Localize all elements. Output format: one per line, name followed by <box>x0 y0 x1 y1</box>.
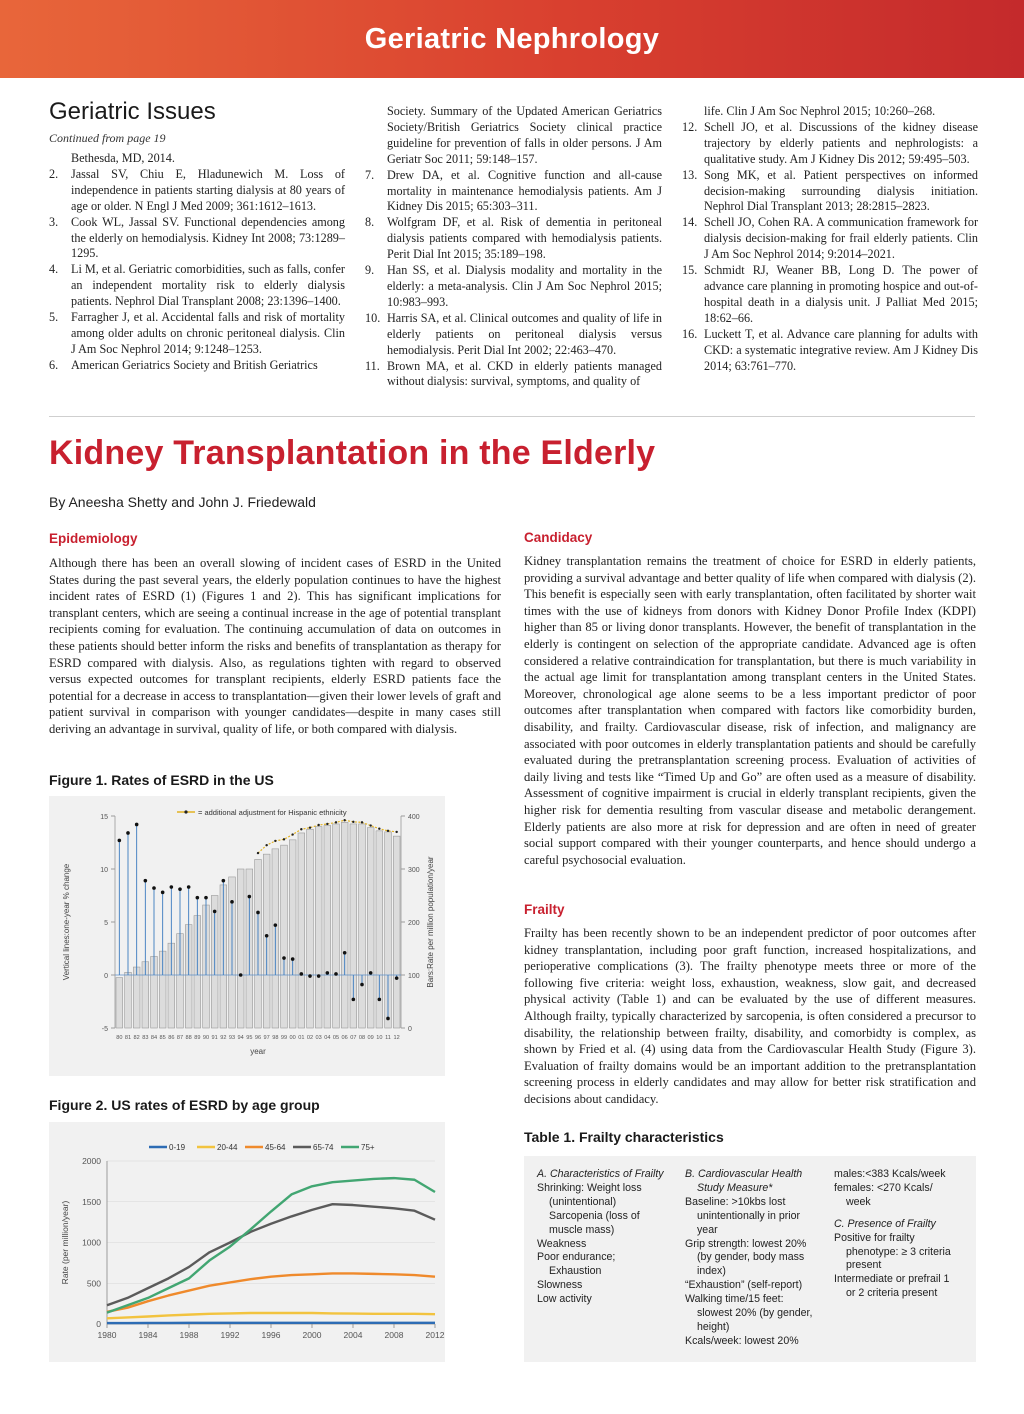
reference-item <box>682 168 978 216</box>
x-tick-label: 84 <box>150 1035 158 1041</box>
figure-2-panel <box>49 1122 445 1362</box>
hispanic-adjustment-point <box>317 824 319 826</box>
x-tick-label: 98 <box>272 1035 279 1041</box>
table-cell-text: index) <box>697 1265 726 1278</box>
percent-change-dot <box>317 974 321 978</box>
table-cell-text: Sarcopenia (loss of <box>549 1209 640 1222</box>
series-line-45-64 <box>107 1273 435 1311</box>
x-tick-label: 1992 <box>220 1330 240 1340</box>
esrd-rate-bar <box>116 978 123 1028</box>
table-cell-text: Walking time/15 feet: <box>685 1293 784 1306</box>
x-tick-label: 93 <box>228 1035 236 1041</box>
esrd-rate-bar <box>315 827 322 1028</box>
x-tick-label: 12 <box>393 1035 400 1041</box>
percent-change-dot <box>291 957 295 961</box>
percent-change-dot <box>170 885 174 889</box>
reference-text: Drew DA, et al. Cognitive function and all-cause mortality in maintenance hemodialysis patients. Am J Kidney Dis 2015; 65:303–311. <box>387 167 662 214</box>
series-line-65-74 <box>107 1204 435 1305</box>
hispanic-adjustment-point <box>335 821 337 823</box>
percent-change-dot <box>378 998 382 1002</box>
percent-change-dot <box>352 998 356 1002</box>
table-cell-text: Intermediate or prefrail 1 <box>834 1273 950 1286</box>
reference-column-1 <box>49 151 345 374</box>
percent-change-dot <box>187 885 191 889</box>
reference-number: 5. <box>49 310 59 325</box>
reference-item <box>49 167 345 215</box>
table-cell-text: week <box>846 1195 871 1208</box>
frailty-table <box>524 1156 976 1362</box>
table-column-c <box>834 1168 974 1301</box>
hispanic-adjustment-point <box>274 840 276 842</box>
table-cell-text: year <box>697 1223 718 1236</box>
table-cell-text: Baseline: >10kbs lost <box>685 1195 786 1208</box>
x-tick-label: 03 <box>315 1035 322 1041</box>
reference-text: Song MK, et al. Patient perspectives on informed decision-making surrounding dialysis initiation. Nephrol Dial Transplant 2013; 28:2815–2823. <box>704 167 978 214</box>
reference-number: 8. <box>365 215 375 230</box>
left-tick-label: 10 <box>100 867 108 874</box>
table-column-b <box>685 1168 827 1349</box>
reference-number: 12. <box>682 119 698 134</box>
percent-change-dot <box>126 831 130 835</box>
reference-item <box>49 310 345 358</box>
reference-number: 9. <box>365 263 375 278</box>
hispanic-adjustment-point <box>265 844 267 846</box>
percent-change-dot <box>144 879 148 883</box>
table-cell-text: Kcals/week: lowest 20% <box>685 1334 799 1347</box>
figure-1-chart <box>49 796 445 1076</box>
series-line-20-44 <box>107 1313 435 1318</box>
y-tick-label: 500 <box>86 1278 101 1289</box>
esrd-rate-bar <box>341 822 348 1028</box>
percent-change-dot <box>239 973 243 977</box>
esrd-rate-bar <box>324 826 331 1028</box>
reference-item <box>49 215 345 263</box>
percent-change-dot <box>204 896 208 900</box>
percent-change-dot <box>300 972 304 976</box>
reference-number: 7. <box>365 167 375 182</box>
percent-change-dot <box>248 895 252 899</box>
x-tick-label: 07 <box>350 1035 357 1041</box>
x-tick-label: 85 <box>159 1035 166 1041</box>
percent-change-dot <box>360 983 364 987</box>
esrd-rate-bar <box>307 829 314 1028</box>
table-column-a-header: A. Characteristics of Frailty <box>537 1168 664 1180</box>
right-tick-label: 100 <box>408 973 420 980</box>
reference-text: Wolfgram DF, et al. Risk of dementia in peritoneal dialysis patients compared with hemodialysis patients. Perit Dial Int 2015; 35:189–198. <box>387 215 662 262</box>
table-cell-text: Weakness <box>537 1237 587 1250</box>
x-tick-label: 83 <box>142 1035 149 1041</box>
table-cell-text: present <box>846 1259 882 1272</box>
table-cell-text: females: <270 Kcals/ <box>834 1181 933 1194</box>
reference-column-3 <box>682 104 978 374</box>
table-cell-text: “Exhaustion” (self-report) <box>685 1279 803 1292</box>
hispanic-adjustment-point <box>257 852 259 854</box>
table-cell-text: Exhaustion <box>549 1265 602 1278</box>
x-tick-label: 82 <box>133 1035 140 1041</box>
hispanic-adjustment-point <box>326 823 328 825</box>
table-1-title: Table 1. Frailty characteristics <box>524 1129 724 1145</box>
legend-dot <box>184 810 187 813</box>
x-tick-label: 97 <box>263 1035 270 1041</box>
x-tick-label: 89 <box>194 1035 201 1041</box>
percent-change-dot <box>213 910 217 914</box>
reference-text: Cook WL, Jassal SV. Functional dependencies among the elderly on hemodialysis. Kidney Int 2008; 73:1289–1295. <box>71 214 345 261</box>
reference-number: 2. <box>49 166 59 181</box>
x-tick-label: 04 <box>324 1035 331 1041</box>
continued-note: Continued from page 19 <box>49 131 166 145</box>
table-cell-text: Poor endurance; <box>537 1251 616 1264</box>
x-tick-label: 01 <box>298 1035 305 1041</box>
table-cell-text: height) <box>697 1320 730 1333</box>
hispanic-adjustment-point <box>343 819 345 821</box>
hispanic-adjustment-point <box>352 821 354 823</box>
x-tick-label: 96 <box>254 1035 262 1041</box>
hispanic-adjustment-point <box>309 826 311 828</box>
section-divider <box>49 416 975 417</box>
percent-change-dot <box>178 887 182 891</box>
x-tick-label: 1996 <box>261 1330 281 1340</box>
frailty-heading: Frailty <box>524 902 565 917</box>
reference-continuation: Bethesda, MD, 2014. <box>71 151 175 165</box>
legend-label: 45-64 <box>265 1143 286 1152</box>
reference-text: American Geriatrics Society and British Geriatrics <box>71 357 318 372</box>
reference-number: 10. <box>365 310 381 325</box>
x-tick-label: 11 <box>385 1035 391 1041</box>
table-cell-text: Positive for frailty <box>834 1231 915 1244</box>
reference-item <box>365 263 662 311</box>
table-column-b-header-cont: Study Measure* <box>697 1181 773 1194</box>
hispanic-adjustment-point <box>369 824 371 826</box>
hispanic-adjustment-point <box>361 821 363 823</box>
table-cell-text: Low activity <box>537 1293 592 1306</box>
x-tick-label: 05 <box>332 1035 340 1041</box>
table-column-a <box>537 1168 679 1307</box>
percent-change-dot <box>308 974 312 978</box>
table-gap <box>834 1210 974 1218</box>
percent-change-dot <box>152 886 156 890</box>
hispanic-adjustment-point <box>387 830 389 832</box>
epidemiology-paragraph: Although there has been an overall slowing of incident cases of ESRD in the United States during the past several years, the elderly population continues to have the highest incident rates of ESRD (1) (Figures 1 and 2). This has significant implications for transplant centers, which are seeing a continual increase in the age of potential transplant recipients coming for evaluation. The continuing accumulation of data on outcomes in these patients should better inform the risks and benefits of transplantation as therapy for ESRD compared with dialysis. Also, as regulations tighten with regard to observed versus expected outcomes for transplant recipients, elderly ESRD patients face the potential for a decrease in access to transplantation—given their lower levels of graft and patient survival in comparison with younger candidates—despite in many cases still deriving an advantage in survival, quality of life, or both compared with dialysis. <box>49 556 501 736</box>
x-tick-label: 90 <box>202 1035 210 1041</box>
y-tick-label: 2000 <box>82 1156 101 1166</box>
reference-item <box>682 327 978 375</box>
esrd-rate-bar <box>281 845 288 1028</box>
percent-change-dot <box>135 823 139 827</box>
percent-change-dot <box>395 976 399 980</box>
percent-change-dot <box>265 934 269 938</box>
reference-item <box>365 168 662 216</box>
x-tick-label: 10 <box>376 1035 383 1041</box>
x-tick-label: 00 <box>289 1035 296 1041</box>
legend-label: 75+ <box>361 1143 375 1152</box>
percent-change-dot <box>334 972 338 976</box>
table-cell-text: phenotype: ≥ 3 criteria <box>846 1245 951 1258</box>
left-tick-label: 15 <box>100 814 108 821</box>
figure-1-panel <box>49 796 445 1076</box>
reference-text: Schmidt RJ, Weaner BB, Long D. The power of advance care planning in promoting hospice and out-of-hospital death in a dialysis unit. J Palliat Med 2015; 18:62–66. <box>704 263 978 325</box>
hispanic-adjustment-point <box>300 828 302 830</box>
reference-item <box>682 263 978 327</box>
legend-label: 65-74 <box>313 1143 334 1152</box>
right-tick-label: 200 <box>408 920 420 927</box>
reference-number: 15. <box>682 263 698 278</box>
table-cell-text: (by gender, body mass <box>697 1251 805 1264</box>
reference-item <box>682 120 978 168</box>
percent-change-dot <box>222 879 226 883</box>
left-axis-title: Vertical lines:one-year % change <box>62 863 71 981</box>
x-tick-label: 95 <box>246 1035 253 1041</box>
reference-text: Schell JO, Cohen RA. A communication framework for dialysis decision-making for frail elderly patients. Clin J Am Soc Nephrol 2014; 9:2014–2021. <box>704 215 978 262</box>
percent-change-dot <box>326 971 330 975</box>
reference-number: 14. <box>682 215 698 230</box>
reference-text: Jassal SV, Chiu E, Hladunewich M. Loss of independence in patients starting dialysis at 80 years of age or older. N Engl J Med 2009; 361:1612–1613. <box>71 166 345 213</box>
left-tick-label: 0 <box>104 973 108 980</box>
hispanic-adjustment-point <box>283 838 285 840</box>
right-tick-label: 300 <box>408 867 420 874</box>
esrd-rate-bar <box>359 824 366 1028</box>
hispanic-adjustment-point <box>378 828 380 830</box>
x-tick-label: 08 <box>358 1035 366 1041</box>
table-column-c-header: C. Presence of Frailty <box>834 1217 936 1230</box>
table-cell-text: Grip strength: lowest 20% <box>685 1237 807 1250</box>
legend-label: 0-19 <box>169 1143 186 1152</box>
esrd-rate-bar <box>298 833 305 1028</box>
banner-title: Geriatric Nephrology <box>364 22 660 55</box>
geriatric-issues-heading: Geriatric Issues <box>49 98 216 125</box>
table-cell-text: slowest 20% (by gender, <box>697 1307 813 1320</box>
x-tick-label: 88 <box>185 1035 192 1041</box>
reference-number: 16. <box>682 326 698 341</box>
esrd-rate-bar <box>289 840 296 1028</box>
x-tick-label: 06 <box>341 1035 348 1041</box>
right-tick-label: 0 <box>408 1026 412 1033</box>
reference-item <box>365 311 662 359</box>
hispanic-adjustment-point <box>395 831 397 833</box>
reference-column-2 <box>365 104 662 390</box>
x-tick-label: 09 <box>367 1035 374 1041</box>
epidemiology-heading: Epidemiology <box>49 531 138 546</box>
reference-text: Harris SA, et al. Clinical outcomes and quality of life in elderly patients on peritoneal dialysis versus hemodialysis. Perit Dial Int 2002; 22:463–470. <box>387 310 662 357</box>
reference-text: Schell JO, et al. Discussions of the kidney disease trajectory by elderly patients and nephrologists: a qualitative study. Am J Kidney Dis 2012; 59:495–503. <box>704 119 978 166</box>
reference-item <box>365 215 662 263</box>
esrd-rate-bar <box>125 972 132 1028</box>
x-tick-label: 02 <box>306 1035 314 1041</box>
percent-change-dot <box>196 896 200 900</box>
percent-change-dot <box>118 839 122 843</box>
frailty-paragraph: Frailty has been recently shown to be an independent predictor of poor outcomes after kidney transplantation, including poor graft function, increased hospitalizations, and perioperative complications (3). The frailty phenotype meets three or more of the following five criteria: weight loss, exhaustion, weakness, slow gait, and decreased physical activity (Table 1) and can be evaluated by the use of different measures. Although frailty, typically characterized by sarcopenia, is often considered a precursor to disability, the relationship between frailty, disability, and comorbidty is complex, as shown by Fried et al. (4) using data from the Cardiovascular Health Study (Figure 3). Evaluation of frailty domains would be an important addition to the pretransplantation screening process in elderly candidates and may allow for better risk stratification and decisions about candidacy. <box>524 926 976 1106</box>
right-axis-title: Bars:Rate per million population/year <box>426 856 435 988</box>
reference-item <box>49 358 345 374</box>
x-tick-label: 92 <box>220 1035 227 1041</box>
left-tick-label: -5 <box>101 1026 108 1033</box>
esrd-rate-bar <box>367 828 374 1028</box>
x-tick-label: 99 <box>280 1035 288 1041</box>
percent-change-dot <box>282 956 286 960</box>
reference-continuation: life. Clin J Am Soc Nephrol 2015; 10:260–268. <box>704 104 936 118</box>
table-cell-text: Shrinking: Weight loss <box>537 1181 642 1194</box>
reference-number: 6. <box>49 357 59 372</box>
table-cell-text: (unintentional) <box>549 1195 617 1208</box>
x-tick-label: 2004 <box>343 1330 363 1340</box>
x-axis-title: year <box>250 1047 266 1056</box>
table-cell-text: males:<383 Kcals/week <box>834 1168 946 1180</box>
legend-label: 20-44 <box>217 1143 238 1152</box>
legend-label: = additional adjustment for Hispanic ethnicity <box>198 808 347 817</box>
right-tick-label: 400 <box>408 814 420 821</box>
reference-item <box>365 359 662 391</box>
y-tick-label: 1000 <box>82 1237 101 1248</box>
journal-banner <box>0 0 1024 78</box>
figure-2-chart <box>49 1122 445 1362</box>
reference-item <box>682 215 978 263</box>
x-tick-label: 1980 <box>97 1330 117 1340</box>
y-axis-title: Rate (per million/year) <box>60 1200 70 1285</box>
reference-item <box>49 262 345 310</box>
y-tick-label: 1500 <box>82 1196 101 1207</box>
esrd-rate-bar <box>133 967 140 1028</box>
x-tick-label: 2000 <box>302 1330 322 1340</box>
x-tick-label: 2012 <box>425 1330 445 1340</box>
x-tick-label: 81 <box>124 1035 132 1041</box>
reference-text: Farragher J, et al. Accidental falls and risk of mortality among older adults on chronic peritoneal dialysis. Clin J Am Soc Nephrol 2014; 9:1248–1253. <box>71 310 345 356</box>
x-tick-label: 80 <box>116 1035 123 1041</box>
y-tick-label: 0 <box>96 1319 101 1329</box>
reference-text: Li M, et al. Geriatric comorbidities, such as falls, confer an independent mortality risk to elderly dialysis patients. Nephrol Dial Transplant 2008; 23:1396–1400. <box>71 262 345 309</box>
esrd-rate-bar <box>237 869 244 1028</box>
x-tick-label: 94 <box>237 1035 244 1041</box>
percent-change-dot <box>274 923 278 927</box>
x-tick-label: 1984 <box>138 1330 158 1340</box>
article-title: Kidney Transplantation in the Elderly <box>49 434 656 472</box>
percent-change-dot <box>386 1017 390 1021</box>
figure-2-title: Figure 2. US rates of ESRD by age group <box>49 1097 320 1113</box>
reference-number: 11. <box>365 358 380 373</box>
left-tick-label: 5 <box>104 920 108 927</box>
table-cell-text: or 2 criteria present <box>846 1287 938 1300</box>
x-tick-label: 87 <box>176 1035 184 1041</box>
esrd-rate-bar <box>393 836 400 1028</box>
hispanic-adjustment-point <box>291 833 293 835</box>
x-tick-label: 1988 <box>179 1330 199 1340</box>
table-cell-text: muscle mass) <box>549 1223 615 1236</box>
x-tick-label: 91 <box>211 1035 218 1041</box>
percent-change-dot <box>161 891 165 895</box>
reference-number: 13. <box>682 167 698 182</box>
reference-text: Luckett T, et al. Advance care planning for adults with CKD: a systematic integrative review. Am J Kidney Dis 2014; 63:761–770. <box>704 326 978 373</box>
esrd-rate-bar <box>333 824 340 1028</box>
reference-number: 3. <box>49 214 59 229</box>
percent-change-dot <box>369 971 373 975</box>
figure-1-title: Figure 1. Rates of ESRD in the US <box>49 772 274 788</box>
percent-change-dot <box>256 911 260 915</box>
reference-text: Brown MA, et al. CKD in elderly patients managed without dialysis: survival, symptoms, and quality of <box>387 358 662 389</box>
table-cell-text: unintentionally in prior <box>697 1209 801 1222</box>
percent-change-dot <box>230 900 234 904</box>
series-line-75+ <box>107 1178 435 1312</box>
table-column-b-header: B. Cardiovascular Health <box>685 1168 803 1180</box>
article-byline: By Aneesha Shetty and John J. Friedewald <box>49 494 316 510</box>
percent-change-dot <box>343 951 347 955</box>
reference-number: 4. <box>49 262 59 277</box>
reference-continuation: Society. Summary of the Updated American Geriatrics Society/British Geriatrics Society clinical practice guideline for prevention of falls in older persons. J Am Geriatr Soc 2011; 59:148–157. <box>387 104 662 166</box>
reference-text: Han SS, et al. Dialysis modality and mortality in the elderly: a meta-analysis. Clin J Am Soc Nephrol 2015; 10:983–993. <box>387 263 662 309</box>
x-tick-label: 2008 <box>384 1330 404 1340</box>
candidacy-paragraph: Kidney transplantation remains the treatment of choice for ESRD in elderly patients, providing a survival advantage and better quality of life when compared with dialysis (2). This benefit is especially seen with early transplantation, often facilitated by shorter wait times with the use of kidneys from donors with Kidney Donor Profile Index (KDPI) higher than 85 or living donor transplants. However, the benefit of transplantation in the elderly is contingent on selection of the appropriate candidate. Advanced age is often considered a relative contraindication for transplantation, but there is much variability in the actual age limit for transplantation among transplant centers in the United States. Moreover, chronological age alone seems to be a less important predictor of poor outcomes after transplantation when compared with factors like comorbidity burden, disability, and frailty. Cardiovascular disease, risk of infection, and malignancy are associated with poor outcomes in elderly transplantation patients and should be carefully evaluated during the pretransplantation screening process. Evaluation of activities of daily living and tests like “Timed Up and Go” are often used as a measure of disability. Assessment of cognitive impairment is crucial in elderly transplant recipients, given the higher risk for dementia resulting from vascular disease and metabolic derangement. Elderly patients are also more at risk for depression and are often in need of greater social support compared with their younger counterparts, and hence should undergo a careful psychosocial evaluation. <box>524 554 976 867</box>
x-tick-label: 86 <box>168 1035 175 1041</box>
table-cell-text: Slowness <box>537 1279 583 1292</box>
candidacy-heading: Candidacy <box>524 530 593 545</box>
